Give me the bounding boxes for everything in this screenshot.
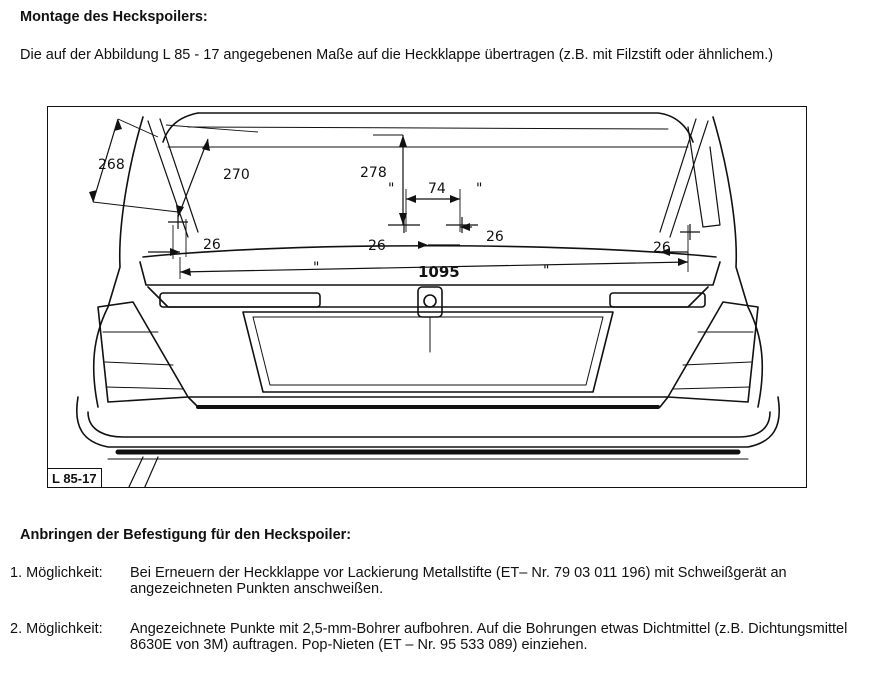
option-1-text: Bei Erneuern der Heckklappe vor Lackierung Metallstifte (ET– Nr. 79 03 011 196) mit Schweißgerät an angezeichneten Punkten anschweißen. [130, 565, 787, 597]
ditto-mark: " [388, 181, 395, 197]
option-1-label: 1. Möglichkeit: [10, 565, 103, 581]
dimension-278: 278 [360, 165, 387, 181]
ditto-mark: " [543, 263, 550, 279]
option-1 [10, 565, 860, 597]
dimension-26-midright: 26 [486, 229, 504, 245]
car-rear-drawing [48, 107, 807, 488]
dimension-74: 74 [428, 181, 446, 197]
intro-paragraph: Die auf der Abbildung L 85 - 17 angegebenen Maße auf die Heckklappe übertragen (z.B. mit Filzstift oder ähnlichem.) [20, 47, 774, 63]
figure-label: L 85-17 [48, 468, 102, 487]
dimension-268: 268 [98, 157, 125, 173]
option-2 [10, 621, 860, 653]
dimension-26-left: 26 [203, 237, 221, 253]
ditto-mark: " [476, 181, 483, 197]
figure-l85-17 [47, 106, 807, 488]
section-heading-befestigung: Anbringen der Befestigung für den Heckspoiler: [20, 527, 352, 543]
ditto-mark: " [313, 260, 320, 276]
option-2-label: 2. Möglichkeit: [10, 621, 103, 637]
dimension-1095: 1095 [418, 263, 460, 281]
dimension-26-mid: 26 [368, 238, 386, 254]
section-heading-montage: Montage des Heckspoilers: [20, 9, 208, 25]
dimension-270: 270 [223, 167, 250, 183]
dimension-26-right: 26 [653, 240, 671, 256]
option-2-text: Angezeichnete Punkte mit 2,5-mm-Bohrer aufbohren. Auf die Bohrungen etwas Dichtmittel (z.B. Dichtungsmittel 8630E von 3M) auftragen. Pop-Nieten (ET – Nr. 95 533 089) einziehen. [130, 621, 848, 653]
